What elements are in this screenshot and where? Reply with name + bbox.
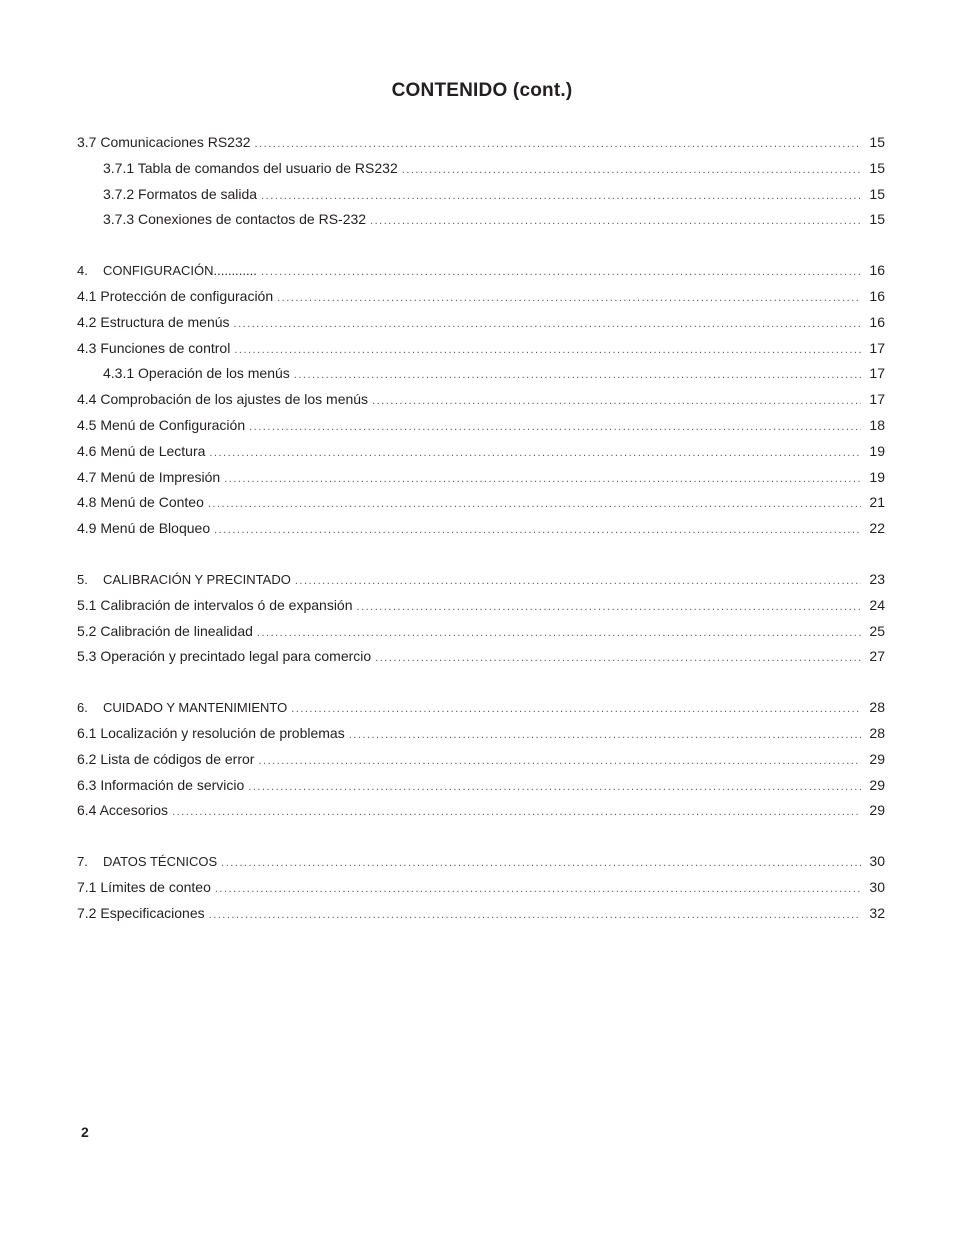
dot-leader bbox=[277, 286, 861, 312]
dot-leader bbox=[294, 363, 861, 389]
dot-leader bbox=[208, 492, 861, 518]
toc-entry-label bbox=[77, 387, 368, 413]
toc-page-number: 27 bbox=[869, 648, 885, 665]
toc-page-number: 15 bbox=[869, 159, 885, 176]
dot-leader bbox=[402, 158, 861, 184]
toc-entry[interactable] bbox=[77, 567, 885, 593]
toc-chapter-number: 6. bbox=[77, 700, 88, 716]
dot-leader bbox=[372, 389, 861, 415]
dot-leader bbox=[249, 415, 861, 441]
toc-page-number: 22 bbox=[869, 520, 885, 537]
toc-entry-text: 3.7.1 Tabla de comandos del usuario de RS232 bbox=[103, 159, 398, 176]
toc-entry-label bbox=[103, 182, 257, 208]
toc-entry[interactable] bbox=[77, 490, 885, 516]
toc-entry-label bbox=[77, 567, 291, 593]
toc-entry-label bbox=[77, 849, 217, 875]
toc-entry[interactable] bbox=[77, 849, 885, 875]
toc-page-number: 18 bbox=[869, 416, 885, 433]
toc-page-number: 29 bbox=[869, 750, 885, 767]
toc-page-number: 32 bbox=[869, 904, 885, 921]
toc-chapter-number: 4. bbox=[77, 263, 88, 279]
toc-page-number: 24 bbox=[869, 596, 885, 613]
dot-leader bbox=[234, 312, 861, 338]
dot-leader bbox=[215, 877, 861, 903]
toc-entry-label bbox=[77, 130, 251, 156]
dot-leader bbox=[261, 260, 861, 286]
dot-leader bbox=[375, 646, 861, 672]
toc-entry-label bbox=[77, 695, 287, 721]
toc-entry[interactable] bbox=[77, 465, 885, 491]
toc-entry-text: 5.1 Calibración de intervalos ó de expansión bbox=[77, 596, 353, 613]
toc-entry-text: 5.3 Operación y precintado legal para comercio bbox=[77, 648, 372, 665]
toc-page-number: 29 bbox=[869, 802, 885, 819]
toc-entry-label bbox=[103, 361, 290, 387]
dot-leader bbox=[258, 749, 861, 775]
toc-entry[interactable] bbox=[77, 310, 885, 336]
toc-page-number: 29 bbox=[869, 776, 885, 793]
toc-entry-text: 5.2 Calibración de linealidad bbox=[77, 622, 253, 639]
page-title: CONTENIDO (cont.) bbox=[391, 80, 573, 101]
toc-entry-label bbox=[103, 156, 398, 182]
toc-entry[interactable] bbox=[77, 207, 885, 233]
dot-leader bbox=[248, 775, 861, 801]
toc-entry-label bbox=[77, 619, 253, 645]
toc-entry-label bbox=[77, 336, 230, 362]
toc-entry-label bbox=[77, 258, 257, 284]
toc-entry-label bbox=[77, 773, 244, 799]
toc-page-number: 17 bbox=[869, 391, 885, 408]
dot-leader bbox=[255, 132, 861, 158]
dot-leader bbox=[257, 621, 861, 647]
toc-entry[interactable] bbox=[77, 361, 885, 387]
dot-leader bbox=[224, 467, 861, 493]
toc-entry-label bbox=[77, 439, 205, 465]
toc-entry-text: 6.2 Lista de códigos de error bbox=[77, 750, 255, 767]
toc-entry-label bbox=[77, 593, 353, 619]
toc-entry[interactable] bbox=[77, 695, 885, 721]
dot-leader bbox=[214, 518, 861, 544]
toc-entry-label bbox=[103, 207, 366, 233]
toc-section bbox=[77, 258, 885, 542]
toc-entry-text: 6.1 Localización y resolución de problemas bbox=[77, 724, 345, 741]
toc-section bbox=[77, 849, 885, 926]
toc-section bbox=[77, 695, 885, 824]
page-number: 2 bbox=[81, 1124, 89, 1140]
toc-entry[interactable] bbox=[77, 258, 885, 284]
dot-leader bbox=[357, 595, 861, 621]
toc-entry[interactable] bbox=[77, 130, 885, 156]
toc-page-number: 17 bbox=[869, 365, 885, 382]
toc-page-number: 15 bbox=[869, 211, 885, 228]
toc-page-number: 25 bbox=[869, 622, 885, 639]
toc-entry[interactable] bbox=[77, 284, 885, 310]
dot-leader bbox=[221, 851, 861, 877]
toc-entry[interactable] bbox=[77, 182, 885, 208]
toc-entry-label bbox=[77, 516, 210, 542]
toc-page-number: 28 bbox=[869, 724, 885, 741]
toc-entry-label bbox=[77, 875, 211, 901]
toc-page-number: 21 bbox=[869, 494, 885, 511]
toc-entry[interactable] bbox=[77, 644, 885, 670]
toc-entry-label bbox=[77, 798, 168, 824]
toc-entry[interactable] bbox=[77, 156, 885, 182]
toc-page-number: 30 bbox=[869, 878, 885, 895]
toc-page-number: 15 bbox=[869, 134, 885, 150]
toc-entry-label bbox=[77, 644, 371, 670]
dot-leader bbox=[349, 723, 861, 749]
toc-entry-text: 4.3.1 Operación de los menús bbox=[103, 365, 290, 382]
toc-page-number: 17 bbox=[869, 339, 885, 356]
dot-leader bbox=[291, 697, 861, 723]
toc-entry-label bbox=[77, 490, 204, 516]
toc-entry-text: 3.7.2 Formatos de salida bbox=[103, 185, 258, 202]
toc-entry-text: 3.7.3 Conexiones de contactos de RS-232 bbox=[103, 211, 367, 228]
toc-entry[interactable] bbox=[77, 516, 885, 542]
toc-entry-text: 4.6 Menú de Lectura bbox=[77, 442, 206, 459]
toc-entry-text: 6.3 Información de servicio bbox=[77, 776, 245, 793]
toc-chapter-number: 5. bbox=[77, 571, 88, 587]
toc-page-number: 28 bbox=[869, 699, 885, 716]
toc-page-number: 19 bbox=[869, 442, 885, 459]
toc-entry[interactable] bbox=[77, 413, 885, 439]
toc-entry-text: 7.1 Límites de conteo bbox=[77, 878, 211, 895]
toc-entry-text: 4.3 Funciones de control bbox=[77, 339, 231, 356]
toc-entry[interactable] bbox=[77, 336, 885, 362]
toc-entry-label bbox=[77, 413, 245, 439]
toc-entry-text: 6.4 Accesorios bbox=[77, 802, 169, 819]
toc-entry[interactable] bbox=[77, 619, 885, 645]
toc-entry-text: CUIDADO Y MANTENIMIENTO bbox=[103, 700, 288, 716]
toc-entry-text: DATOS TÉCNICOS bbox=[103, 854, 218, 870]
toc-section bbox=[77, 130, 885, 233]
toc-entry[interactable] bbox=[77, 901, 885, 927]
toc-entry[interactable] bbox=[77, 439, 885, 465]
dot-leader bbox=[261, 184, 861, 210]
toc-entry-label bbox=[77, 284, 273, 310]
toc-entry[interactable] bbox=[77, 773, 885, 799]
dot-leader bbox=[370, 209, 861, 235]
table-of-contents bbox=[77, 130, 885, 952]
toc-page-number: 30 bbox=[869, 853, 885, 870]
toc-entry[interactable] bbox=[77, 593, 885, 619]
toc-entry[interactable] bbox=[77, 798, 885, 824]
toc-entry-text: 7.2 Especificaciones bbox=[77, 904, 205, 921]
toc-entry[interactable] bbox=[77, 875, 885, 901]
toc-entry-text: 4.1 Protección de configuración bbox=[77, 287, 274, 304]
toc-section bbox=[77, 567, 885, 670]
toc-entry-text: 4.8 Menú de Conteo bbox=[77, 494, 204, 511]
dot-leader bbox=[172, 800, 861, 826]
toc-entry[interactable] bbox=[77, 387, 885, 413]
toc-entry-label bbox=[77, 465, 220, 491]
toc-entry[interactable] bbox=[77, 747, 885, 773]
toc-entry-label bbox=[77, 310, 230, 336]
toc-entry-label bbox=[77, 747, 254, 773]
dot-leader bbox=[209, 441, 861, 467]
toc-page-number: 23 bbox=[869, 570, 885, 587]
toc-entry-label bbox=[77, 721, 345, 747]
toc-entry-text: 4.4 Comprobación de los ajustes de los menús bbox=[77, 391, 369, 408]
toc-entry-text: CALIBRACIÓN Y PRECINTADO bbox=[103, 571, 291, 587]
toc-entry-text: 4.9 Menú de Bloqueo bbox=[77, 520, 211, 537]
toc-entry-label bbox=[77, 901, 205, 927]
toc-page-number: 16 bbox=[869, 313, 885, 330]
toc-entry-text: 4.5 Menú de Configuración bbox=[77, 416, 246, 433]
toc-entry-text: 3.7 Comunicaciones RS232 bbox=[77, 134, 251, 150]
toc-page-number: 16 bbox=[869, 287, 885, 304]
dot-leader bbox=[295, 569, 861, 595]
toc-page-number: 16 bbox=[869, 262, 885, 279]
toc-page-number: 19 bbox=[869, 468, 885, 485]
dot-leader bbox=[234, 338, 861, 364]
toc-page-number: 15 bbox=[869, 185, 885, 202]
toc-chapter-number: 7. bbox=[77, 854, 88, 870]
toc-entry[interactable] bbox=[77, 721, 885, 747]
toc-entry-text: CONFIGURACIÓN............ bbox=[103, 263, 257, 279]
toc-entry-text: 4.2 Estructura de menús bbox=[77, 313, 230, 330]
dot-leader bbox=[209, 903, 861, 929]
toc-entry-text: 4.7 Menú de Impresión bbox=[77, 468, 221, 485]
